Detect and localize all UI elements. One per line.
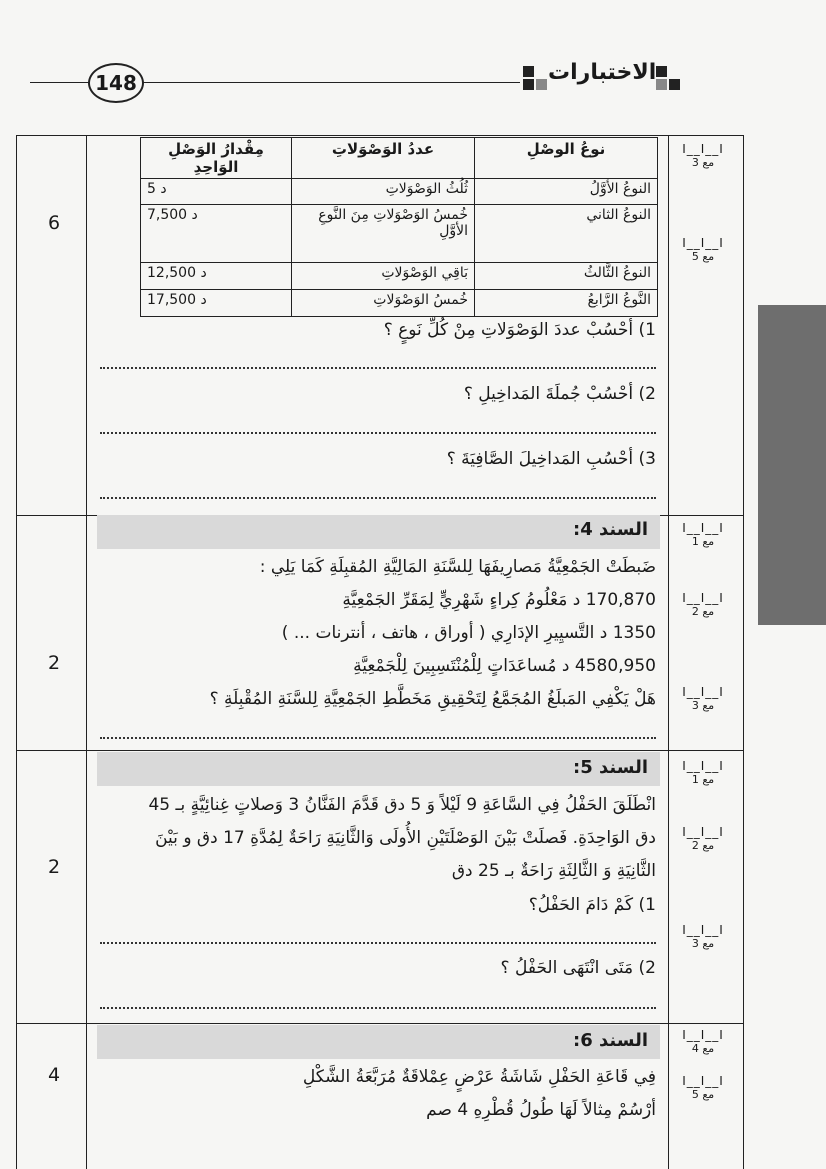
criteria-5 xyxy=(670,1075,736,1101)
table-cell: النوعُ الثَّالثُ xyxy=(475,263,658,290)
row-divider xyxy=(16,1023,744,1024)
criteria-1 xyxy=(670,760,736,786)
criteria-1 xyxy=(670,143,736,169)
criteria-label: مع 4 xyxy=(691,1042,715,1055)
mark-column-divider xyxy=(86,135,87,1169)
table-cell: خُمسُ الوَصْوَلاتِ مِنَ النَّوعِ الأوَّلِ xyxy=(292,205,475,263)
question-text: 2) مَتَى انْتَهَى الحَفْلُ ؟ xyxy=(500,958,656,978)
question-text: 3) أحْسُبِ المَداخِيلَ الصَّافِيَةَ ؟ xyxy=(446,449,656,469)
score-boxes: I__I__I xyxy=(682,1028,724,1042)
table-cell: النَّوعُ الرَّابعُ xyxy=(475,290,658,317)
criteria-label: مع 2 xyxy=(691,839,715,852)
score-boxes: I__I__I xyxy=(682,825,724,839)
score-boxes: I__I__I xyxy=(682,521,724,535)
criteria-column-divider xyxy=(668,135,669,1169)
score-boxes: I__I__I xyxy=(682,236,724,250)
score-boxes: I__I__I xyxy=(682,685,724,699)
score-boxes: I__I__I xyxy=(682,591,724,605)
table-cell: النوعُ الثاني xyxy=(475,205,658,263)
section-text: ضَبطَتْ الجَمْعِيَّةُ مَصارِيفَهَا لِلسَّنَةِ المَالِيَّةِ المُقبِلَةِ كَمَا يَلِي : xyxy=(259,557,656,577)
table-cell: ثُلُثُ الوَصْوَلاتِ xyxy=(292,179,475,205)
criteria-label: مع 5 xyxy=(691,250,715,263)
criteria-label: مع 3 xyxy=(691,699,715,712)
answer-line[interactable] xyxy=(100,432,656,434)
answer-line[interactable] xyxy=(100,1007,656,1009)
section-text: 4580,950 د مُساعَدَاتٍ لِلْمُنْتَسِبِينَ لِلْجَمْعِيَّةِ xyxy=(353,656,656,676)
tickets-table xyxy=(140,137,658,317)
table-cell: بَاقِي الوَصْوَلاتِ xyxy=(292,263,475,290)
section4-mark: 2 xyxy=(47,652,61,674)
table-cell: 7,500 د xyxy=(141,205,292,263)
table-header: نوعُ الوصْلِ xyxy=(475,138,658,179)
section-text: أرْسُمْ مِثالاً لَهَا طُولُ قُطْرِهِ 4 صم xyxy=(426,1100,656,1120)
criteria-2 xyxy=(670,826,736,852)
criteria-label: مع 3 xyxy=(691,156,715,169)
section5-mark: 2 xyxy=(47,856,61,878)
criteria-1 xyxy=(670,522,736,548)
answer-line[interactable] xyxy=(100,942,656,944)
criteria-3 xyxy=(670,686,736,712)
section-text: 170,870 د مَعْلُومُ كِراءٍ شَهْرِيٍّ لِمَقَرِّ الجَمْعِيَّةِ xyxy=(342,590,656,610)
table-cell: النوعُ الأوَّلُ xyxy=(475,179,658,205)
question-text: هَلْ يَكْفِي المَبلَغُ المُجَمَّعُ لِتَحْقِيقِ مَخَطَّطِ الجَمْعِيَّةِ لِلسَّنَةِ المُقْبِلَةِ ؟ xyxy=(209,689,656,709)
section-title: السند 5: xyxy=(573,757,648,778)
section-text: انْطَلَقَ الحَفْلُ فِي السَّاعَةِ 9 لَيْلاً وَ 5 دق قَدَّمَ الفَنَّانُ 3 وَصلاتٍ غِنائِيَّةٍ بـ 45 xyxy=(148,795,656,815)
section-text: فِي قَاعَةِ الحَفْلِ شَاشَةُ عَرْضٍ عِمْلاقَةٌ مُرَبَّعَةُ الشَّكْلِ xyxy=(302,1067,656,1087)
criteria-2 xyxy=(670,592,736,618)
score-boxes: I__I__I xyxy=(682,1074,724,1088)
criteria-label: مع 2 xyxy=(691,605,715,618)
section1-mark: 6 xyxy=(47,212,61,234)
criteria-label: مع 5 xyxy=(691,1088,715,1101)
section-text: الثَّانِيَةِ وَ الثَّالِثَةِ رَاحَةٌ بـ 25 دق xyxy=(451,861,656,881)
table-cell: 17,500 د xyxy=(141,290,292,317)
criteria-label: مع 3 xyxy=(691,937,715,950)
row-divider xyxy=(16,750,744,751)
question-text: 1) كَمْ دَامَ الحَفْلُ؟ xyxy=(528,895,656,915)
table-header: عددُ الوَصْوَلاتِ xyxy=(292,138,475,179)
section-title: السند 6: xyxy=(573,1030,648,1051)
section-title: السند 4: xyxy=(573,519,648,540)
question-text: 2) أحْسُبْ جُملَةَ المَداخِيلِ ؟ xyxy=(463,384,656,404)
section-text: 1350 د التَّسيِيرِ الإدَارِي ( أوراق ، هاتف ، أنترنات ... ) xyxy=(281,623,656,643)
answer-line[interactable] xyxy=(100,367,656,369)
page-title: الاختبارات xyxy=(548,60,657,85)
table-cell: 12,500 د xyxy=(141,263,292,290)
answer-line[interactable] xyxy=(100,737,656,739)
side-tab xyxy=(758,305,826,625)
section-text: دق الوَاحِدَةِ. فَصلَتْ بَيْنَ الوَصْلَتَيْنِ الأُولَى وَالثَّانِيَةِ رَاحَةٌ لِمُدَّةِ 17 دق و بَيْنَ xyxy=(155,828,656,848)
criteria-label: مع 1 xyxy=(691,535,715,548)
score-boxes: I__I__I xyxy=(682,923,724,937)
score-boxes: I__I__I xyxy=(682,142,724,156)
answer-line[interactable] xyxy=(100,497,656,499)
criteria-4 xyxy=(670,1029,736,1055)
table-header: مِقْدارُ الوَصْلِ الوَاحِدِ xyxy=(141,138,292,179)
criteria-2 xyxy=(670,237,736,263)
page-number: 148 xyxy=(88,63,144,103)
table-cell: خُمسُ الوَصْوَلاتِ xyxy=(292,290,475,317)
criteria-label: مع 1 xyxy=(691,773,715,786)
question-text: 1) أحْسُبْ عددَ الوَصْوَلاتِ مِنْ كُلِّ نَوعٍ ؟ xyxy=(383,320,656,340)
row-divider xyxy=(16,135,744,136)
section6-mark: 4 xyxy=(47,1064,61,1086)
score-boxes: I__I__I xyxy=(682,759,724,773)
table-cell: 5 د xyxy=(141,179,292,205)
criteria-3 xyxy=(670,924,736,950)
